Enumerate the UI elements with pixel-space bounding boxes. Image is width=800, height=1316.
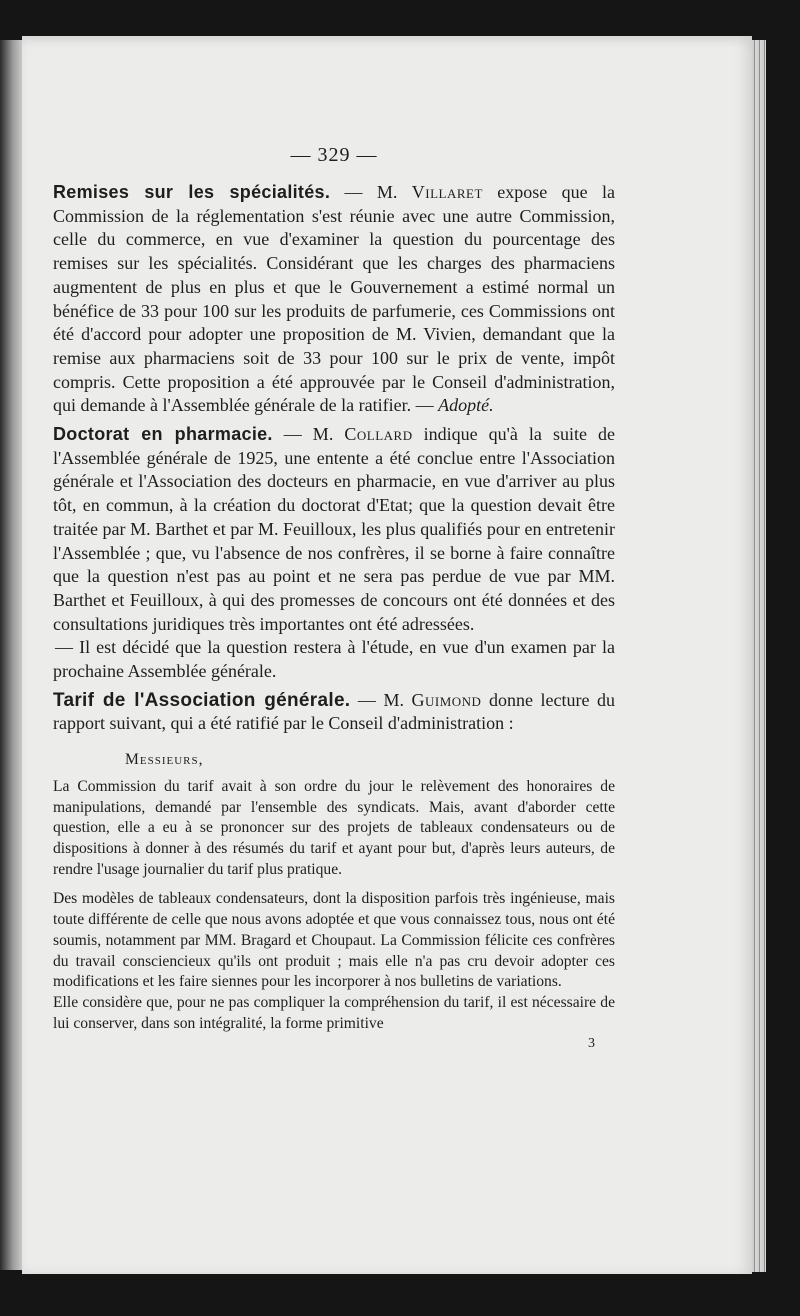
heading-dash: — M. — [330, 182, 412, 202]
heading-dash: — M. — [272, 424, 345, 445]
page-content — [53, 144, 615, 1052]
page-stack-edge — [752, 40, 766, 1272]
report-salutation: Messieurs, — [125, 751, 204, 769]
report-paragraph: La Commission du tarif avait à son ordre du jour le relèvement des honoraires de manipulations, demandé par l'ensemble des syndicats. Mais, avant d'aborder cette question, elle a eu à se prononcer sur des projets de tableaux condensateurs ou de dispositions à donner à des résumés du tarif et ayant pour but, d'après leurs auteurs, de rendre l'usage journalier du tarif plus pratique. — [53, 777, 615, 878]
report-paragraph: Des modèles de tableaux condensateurs, dont la disposition parfois très ingénieuse, mais toute différente de celle que nous avons adoptée et que vous connaissez tous, nous ont été soumis, notamment par MM. Bragard et Choupaut. La Commission félicite ces confrères du travail consciencieux qu'ils ont produit ; mais elle n'a pas cru devoir adopter ces modifications et les faire siennes pour les incorporer à nos bulletins de variations. — [53, 890, 615, 991]
section-heading: Doctorat en pharmacie. — [53, 424, 273, 445]
section-remises — [53, 181, 615, 418]
facing-page-edge — [0, 40, 22, 1270]
section-doctorat — [53, 423, 615, 636]
section-text: indique qu'à la suite de l'Assemblée générale de 1925, une entente a été conclue entre l'Association générale et l'Association des docteurs en pharmacie, en vue d'arriver au plus tôt, en commun, à la création du doctorat d'Etat; que la question devait être traitée par M. Barthet et par M. Feuilloux, les plus qualifiés pour en entretenir l'Assemblée ; que, vu l'absence de nos confrères, il se borne à faire connaître que la question n'est pas au point et ne sera pas perdue de vue par MM. Barthet et Feuilloux, à qui des promesses de concours ont été données et des consultations juridiques très importantes ont été adressées. — [53, 424, 615, 634]
decision-text: Adopté. — [438, 395, 494, 416]
section-tarif — [53, 689, 615, 736]
heading-dash: — M. — [350, 689, 412, 710]
page-number: — 329 — — [290, 144, 378, 166]
report-paragraph: Elle considère que, pour ne pas compliquer la compréhension du tarif, il est nécessaire de lui conserver, dans son intégralité, la forme primitive — [53, 993, 615, 1032]
report-block — [53, 750, 615, 1052]
section-heading: Tarif de l'Association générale. — [53, 689, 351, 711]
section-text: expose que la Commission de la réglementation s'est réunie avec une autre Commission, celle du commerce, en vue d'examiner la question du pourcentage des remises sur les spécialités. Considérant que les charges des pharmaciens augmentent de plus en plus et que le Gouvernement a estimé normal un bénéfice de 33 pour 100 sur les produits de parfumerie, ces Commissions ont été d'accord pour adopter une proposition de M. Vivien, demandant que la remise aux pharmaciens soit de 33 pour 100 sur le prix de vente, impôt compris. Cette proposition a été approuvée par le Conseil d'administration, qui demande à l'Assemblée générale de la ratifier. — — [53, 182, 615, 416]
speaker-name: Villaret — [411, 182, 483, 202]
speaker-name: Guimond — [411, 689, 482, 710]
section-text: donne lecture du rapport suivant, qui a été ratifié par le Conseil d'administration : — [53, 689, 615, 734]
minutes-body — [53, 181, 615, 736]
speaker-name: Collard — [344, 424, 413, 445]
signature-mark: 3 — [588, 1036, 595, 1052]
section-heading: Remises sur les spécialités. — [53, 182, 331, 202]
decision-paragraph: — Il est décidé que la question restera à l'étude, en vue d'un examen par la prochaine Assemblée générale. — [53, 637, 615, 682]
